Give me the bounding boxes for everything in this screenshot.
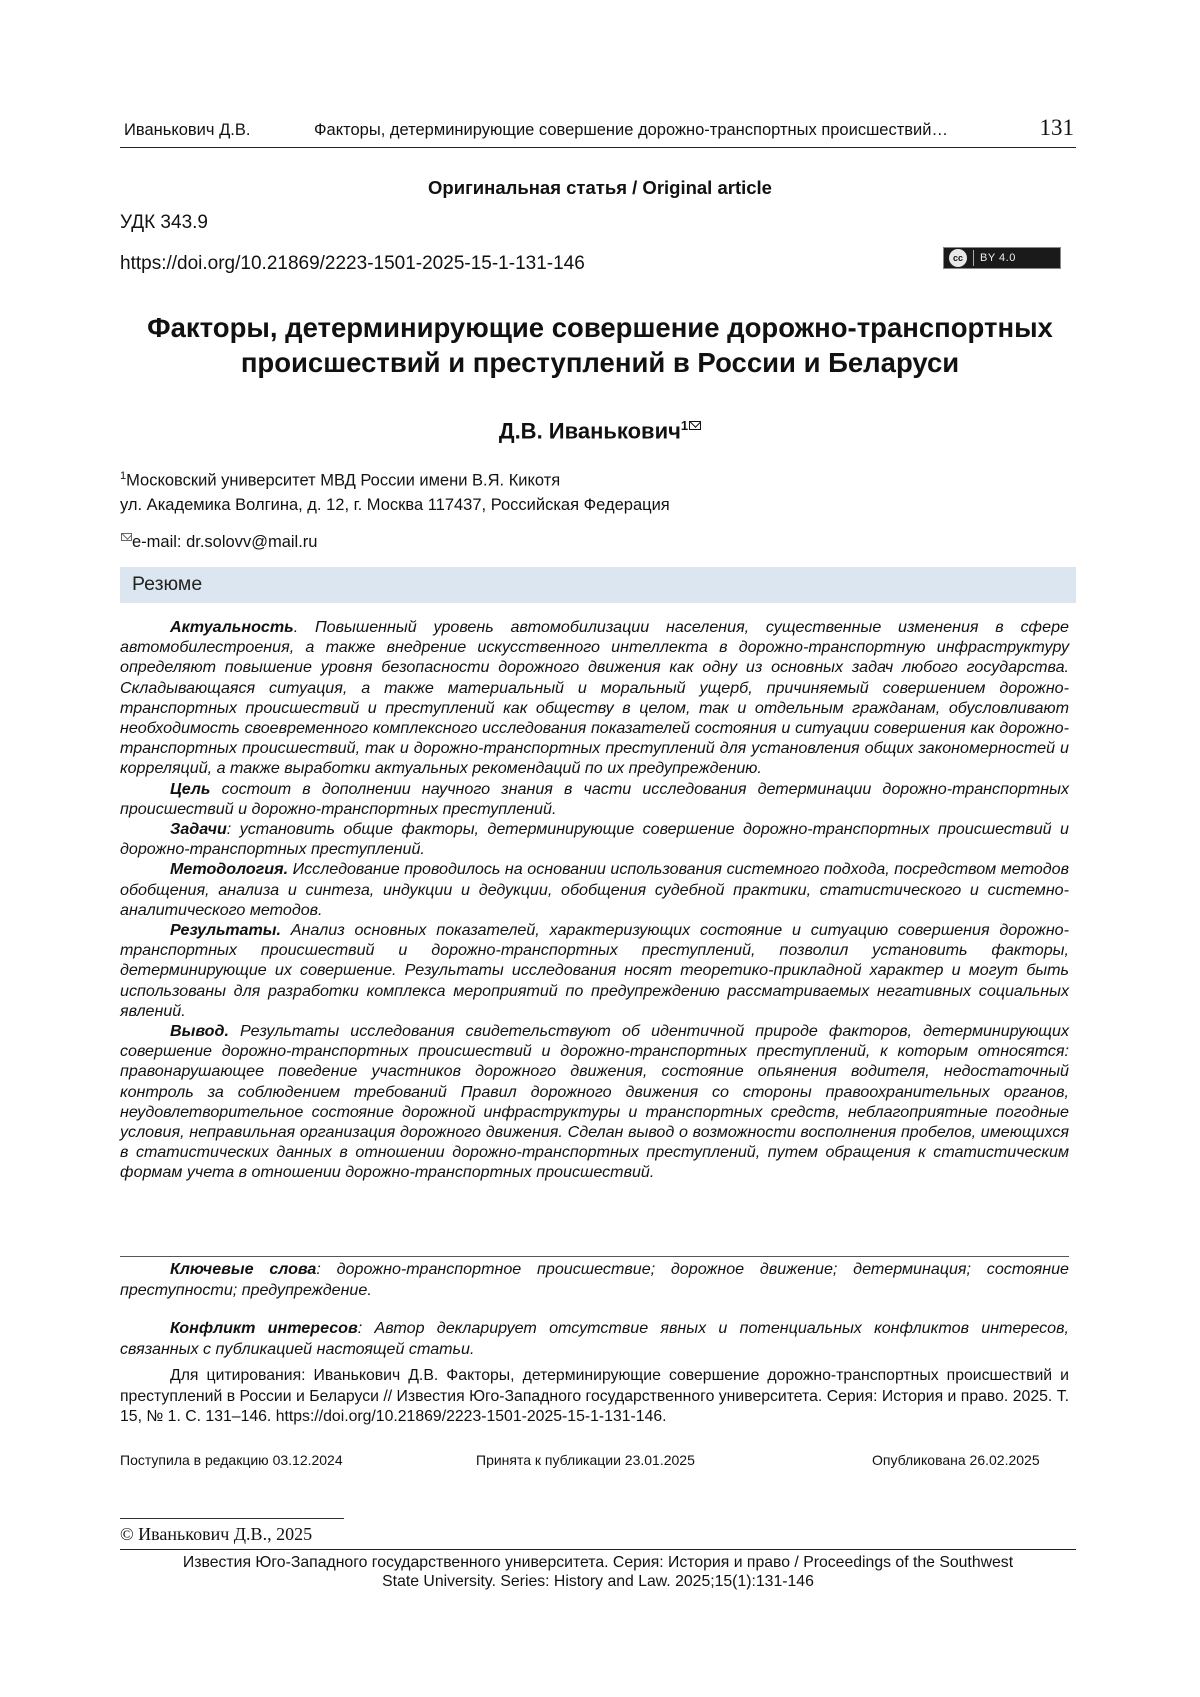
email-text[interactable]: e-mail: dr.solovv@mail.ru (132, 533, 317, 551)
abstract (120, 617, 1069, 1183)
resume-heading-bar (120, 567, 1076, 603)
abstract-conclusion (120, 1021, 1069, 1183)
goal-text: состоит в дополнении научного знания в части исследования детерминации дорожно-транспортных происшествий и дорожно-транспортных преступлений. (120, 780, 1069, 818)
keywords-text: : дорожно-транспортное происшествие; дорожное движение; детерминация; состояние преступности; предупреждение. (120, 1260, 1069, 1299)
affiliation-org (120, 470, 560, 491)
author-sup: 1 (681, 418, 688, 433)
keywords-divider (120, 1256, 1069, 1257)
keywords (120, 1259, 1069, 1300)
conclusion-label: Вывод. (170, 1022, 229, 1040)
cc-license-label: BY 4.0 (980, 252, 1016, 264)
abstract-tasks (120, 819, 1069, 859)
article-type: Оригинальная статья / Original article (0, 177, 1200, 199)
envelope-icon (689, 421, 701, 430)
date-published: Опубликована 26.02.2025 (872, 1452, 1040, 1468)
cc-divider (973, 250, 974, 266)
conflict-label: Конфликт интересов (170, 1319, 358, 1337)
relevance-text: . Повышенный уровень автомобилизации населения, существенные изменения в сфере автомобилестроения, а также внедрение искусственного интеллекта в дорожно-транспортную инфраструктуру определяют повышение уровня безопасности дорожного движения как одну из основных задач любого государства. Складывающаяся ситуация, а также материальный и моральный ущерб, причиняемый совершением дорожно-транспортных происшествий и преступлений как обществу в целом, так и отдельным гражданам, обусловливают необходимость своевременного комплексного исследования показателей состояния и ситуации совершения как дорожно-транспортных происшествий, так и дорожно-транспортных преступлений для установления общих закономерностей и корреляций, а также выработки актуальных рекомендаций по их предупреждению. (120, 618, 1069, 777)
udk-code: УДК 343.9 (120, 212, 208, 234)
conflict-text: : Автор декларирует отсутствие явных и потенциальных конфликтов интересов, связанных с публикацией настоящей статьи. (120, 1319, 1069, 1358)
affiliation-sup: 1 (120, 470, 126, 482)
footer-line-1: Известия Юго-Западного государственного университета. Серия: История и право / Proceedings of the Southwest (120, 1553, 1076, 1572)
results-label: Результаты. (170, 921, 281, 939)
footer-divider (120, 1549, 1076, 1550)
doi-link[interactable]: https://doi.org/10.21869/2223-1501-2025-15-1-131-146 (120, 253, 585, 275)
cc-license-badge[interactable] (943, 247, 1061, 269)
footer-line-2: State University. Series: History and Law. 2025;15(1):131-146 (120, 1572, 1076, 1591)
title-line-1: Факторы, детерминирующие совершение дорожно-транспортных (100, 310, 1100, 345)
affiliation-org-text: Московский университет МВД России имени В.Я. Кикотя (126, 472, 560, 490)
author-line (0, 418, 1200, 444)
method-text: Исследование проводилось на основании использования системного подхода, посредством методов обобщения, анализа и синтеза, индукции и дедукции, обобщения судебной практики, статистического и системно-аналитического методов. (120, 860, 1069, 918)
date-received: Поступила в редакцию 03.12.2024 (120, 1452, 343, 1468)
abstract-relevance (120, 617, 1069, 779)
envelope-icon (121, 533, 132, 541)
header-author: Иванькович Д.В. (124, 121, 250, 140)
tasks-label: Задачи (170, 820, 227, 838)
keywords-label: Ключевые слова (170, 1260, 316, 1278)
running-header (120, 119, 1076, 148)
method-label: Методология. (170, 860, 288, 878)
date-accepted: Принята к публикации 23.01.2025 (476, 1452, 695, 1468)
copyright-divider (120, 1518, 344, 1519)
copyright: © Иванькович Д.В., 2025 (120, 1524, 312, 1545)
title-line-2: происшествий и преступлений в России и Беларуси (100, 345, 1100, 380)
affiliation-address: ул. Академика Волгина, д. 12, г. Москва 117437, Российская Федерация (120, 496, 670, 515)
abstract-results (120, 920, 1069, 1021)
article-title (100, 310, 1100, 380)
results-text: Анализ основных показателей, характеризующих состояние и ситуацию совершения дорожно-транспортных происшествий и дорожно-транспортных преступлений, позволил установить факторы, детерминирующие их совершение. Результаты исследования носят теоретико-прикладной характер и могут быть использованы для разработки комплекса мероприятий по предупреждению рассматриваемых негативных социальных явлений. (120, 921, 1069, 1020)
journal-page (0, 0, 1200, 1697)
conflict-of-interest (120, 1318, 1069, 1359)
header-title: Факторы, детерминирующие совершение дорожно-транспортных происшествий… (314, 121, 948, 140)
page-number: 131 (1040, 115, 1075, 141)
author-name: Д.В. Иванькович (499, 418, 681, 443)
conclusion-text: Результаты исследования свидетельствуют об идентичной природе факторов, детерминирующих совершение дорожно-транспортных происшествий и дорожно-транспортных преступлений, к которым относятся: правонарушающее поведение участников дорожного движения, состояние опьянения водителя, недостаточный контроль за соблюдением требований Правил дорожного движения со стороны правоохранительных органов, неудовлетворительное состояние дорожной инфраструктуры и транспортных средств, неблагоприятные погодные условия, неправильная организация дорожного движения. Сделан вывод о возможности восполнения пробелов, имеющихся в статистических данных в отношении дорожно-транспортных преступлений, путем обращения к статистическим формам учета в отношении дорожно-транспортных происшествий. (120, 1022, 1069, 1181)
affiliation-email (120, 533, 317, 552)
citation: Для цитирования: Иванькович Д.В. Факторы, детерминирующие совершение дорожно-транспортных происшествий и преступлений в России и Беларуси // Известия Юго-Западного государственного университета. Серия: История и право. 2025. Т. 15, № 1. С. 131–146. https://doi.org/10.21869/2223-1501-2025-15-1-131-146. (120, 1366, 1069, 1428)
abstract-methodology (120, 859, 1069, 920)
resume-heading: Резюме (132, 573, 202, 596)
journal-footer (120, 1553, 1076, 1591)
abstract-goal (120, 779, 1069, 819)
tasks-text: : установить общие факторы, детерминирующие совершение дорожно-транспортных происшествий и дорожно-транспортных преступлений. (120, 820, 1069, 858)
relevance-label: Актуальность (170, 618, 294, 636)
cc-icon: cc (949, 249, 967, 267)
goal-label: Цель (170, 780, 210, 798)
